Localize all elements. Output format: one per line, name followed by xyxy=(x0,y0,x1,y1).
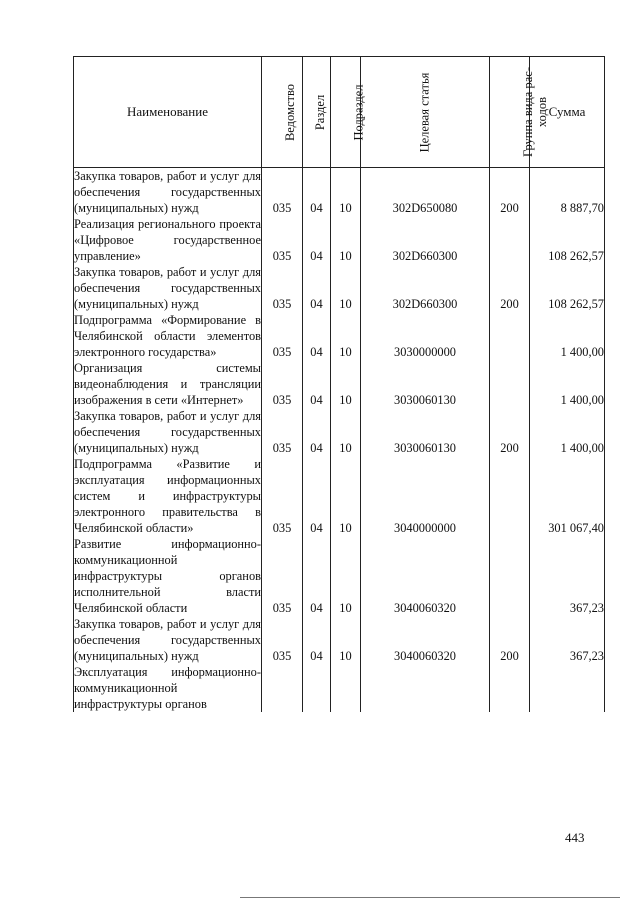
cell-gruppa xyxy=(490,664,530,712)
cell-razdel: 04 xyxy=(303,616,331,664)
cell-razdel: 04 xyxy=(303,360,331,408)
table-row xyxy=(74,216,605,264)
cell-name: Закупка товаров, работ и услуг для обеспечения государственных (муниципальных) нужд xyxy=(74,409,261,455)
cell-podrazdel: 10 xyxy=(331,216,361,264)
cell-name: Подпрограмма «Развитие и эксплуатация информационных систем и инфраструктуры электронного правительства в Челябинской области» xyxy=(74,457,261,535)
cell-razdel: 04 xyxy=(303,312,331,360)
cell-summa xyxy=(530,664,605,712)
cell-summa: 1 400,00 xyxy=(530,312,605,360)
cell-name: Организация системы видеонаблюдения и трансляции изображения в сети «Интернет» xyxy=(74,361,261,407)
cell-podrazdel: 10 xyxy=(331,264,361,312)
footer-divider xyxy=(240,897,620,898)
cell-vedomstvo: 035 xyxy=(262,216,303,264)
header-vedomstvo: Ведомство xyxy=(262,57,303,168)
cell-name: Эксплуатация информационно-коммуникационной инфраструктуры органов xyxy=(74,665,261,711)
cell-gruppa: 200 xyxy=(490,408,530,456)
header-razdel: Раздел xyxy=(303,57,331,168)
cell-razdel: 04 xyxy=(303,168,331,217)
cell-vedomstvo: 035 xyxy=(262,408,303,456)
header-name: Наименование xyxy=(74,57,262,168)
cell-celevaya: 3030060130 xyxy=(361,360,490,408)
cell-celevaya: 302D660300 xyxy=(361,216,490,264)
cell-summa: 1 400,00 xyxy=(530,360,605,408)
table-row xyxy=(74,408,605,456)
cell-podrazdel: 10 xyxy=(331,536,361,616)
header-summa: Сумма xyxy=(530,57,605,168)
cell-celevaya: 3040060320 xyxy=(361,536,490,616)
cell-celevaya: 3030060130 xyxy=(361,408,490,456)
cell-summa: 367,23 xyxy=(530,616,605,664)
cell-gruppa: 200 xyxy=(490,616,530,664)
header-celevaya: Целевая статья xyxy=(361,57,490,168)
cell-razdel: 04 xyxy=(303,408,331,456)
cell-vedomstvo: 035 xyxy=(262,616,303,664)
cell-gruppa xyxy=(490,312,530,360)
cell-celevaya: 3030000000 xyxy=(361,312,490,360)
table-row xyxy=(74,312,605,360)
cell-summa: 1 400,00 xyxy=(530,408,605,456)
cell-vedomstvo: 035 xyxy=(262,312,303,360)
cell-podrazdel: 10 xyxy=(331,408,361,456)
cell-summa: 108 262,57 xyxy=(530,264,605,312)
page-number: 443 xyxy=(565,830,585,845)
table-row xyxy=(74,360,605,408)
cell-celevaya: 3040060320 xyxy=(361,616,490,664)
cell-celevaya xyxy=(361,664,490,712)
cell-gruppa xyxy=(490,456,530,536)
cell-vedomstvo: 035 xyxy=(262,360,303,408)
header-gruppa: Группа вида рас- ходов xyxy=(490,57,530,168)
cell-razdel: 04 xyxy=(303,264,331,312)
cell-vedomstvo: 035 xyxy=(262,536,303,616)
cell-summa: 8 887,70 xyxy=(530,168,605,217)
cell-podrazdel: 10 xyxy=(331,312,361,360)
cell-celevaya: 302D650080 xyxy=(361,168,490,217)
cell-podrazdel: 10 xyxy=(331,360,361,408)
cell-vedomstvo: 035 xyxy=(262,264,303,312)
cell-name: Закупка товаров, работ и услуг для обеспечения государственных (муниципальных) нужд xyxy=(74,169,261,215)
cell-name: Реализация регионального проекта «Цифровое государственное управление» xyxy=(74,217,261,263)
budget-table xyxy=(73,56,605,712)
cell-podrazdel xyxy=(331,664,361,712)
cell-razdel xyxy=(303,664,331,712)
cell-razdel: 04 xyxy=(303,216,331,264)
cell-razdel: 04 xyxy=(303,456,331,536)
cell-gruppa xyxy=(490,536,530,616)
cell-summa: 367,23 xyxy=(530,536,605,616)
table-row xyxy=(74,536,605,616)
cell-name: Закупка товаров, работ и услуг для обеспечения государственных (муниципальных) нужд xyxy=(74,617,261,663)
cell-summa: 108 262,57 xyxy=(530,216,605,264)
cell-gruppa xyxy=(490,360,530,408)
cell-celevaya: 302D660300 xyxy=(361,264,490,312)
cell-name: Закупка товаров, работ и услуг для обеспечения государственных (муниципальных) нужд xyxy=(74,265,261,311)
cell-name: Развитие информационно-коммуникационной инфраструктуры органов исполнительной власти Челябинской области xyxy=(74,537,261,615)
cell-gruppa xyxy=(490,216,530,264)
cell-podrazdel: 10 xyxy=(331,168,361,217)
cell-podrazdel: 10 xyxy=(331,616,361,664)
table-row xyxy=(74,616,605,664)
cell-name: Подпрограмма «Формирование в Челябинской области элементов электронного государства» xyxy=(74,313,261,359)
cell-vedomstvo: 035 xyxy=(262,168,303,217)
cell-vedomstvo xyxy=(262,664,303,712)
cell-razdel: 04 xyxy=(303,536,331,616)
table-row xyxy=(74,456,605,536)
header-podrazdel: Подраздел xyxy=(331,57,361,168)
table-row xyxy=(74,664,605,712)
cell-gruppa: 200 xyxy=(490,264,530,312)
table-row xyxy=(74,264,605,312)
cell-celevaya: 3040000000 xyxy=(361,456,490,536)
cell-vedomstvo: 035 xyxy=(262,456,303,536)
table-header-row xyxy=(74,57,605,168)
cell-gruppa: 200 xyxy=(490,168,530,217)
table-row xyxy=(74,168,605,217)
cell-podrazdel: 10 xyxy=(331,456,361,536)
cell-summa: 301 067,40 xyxy=(530,456,605,536)
